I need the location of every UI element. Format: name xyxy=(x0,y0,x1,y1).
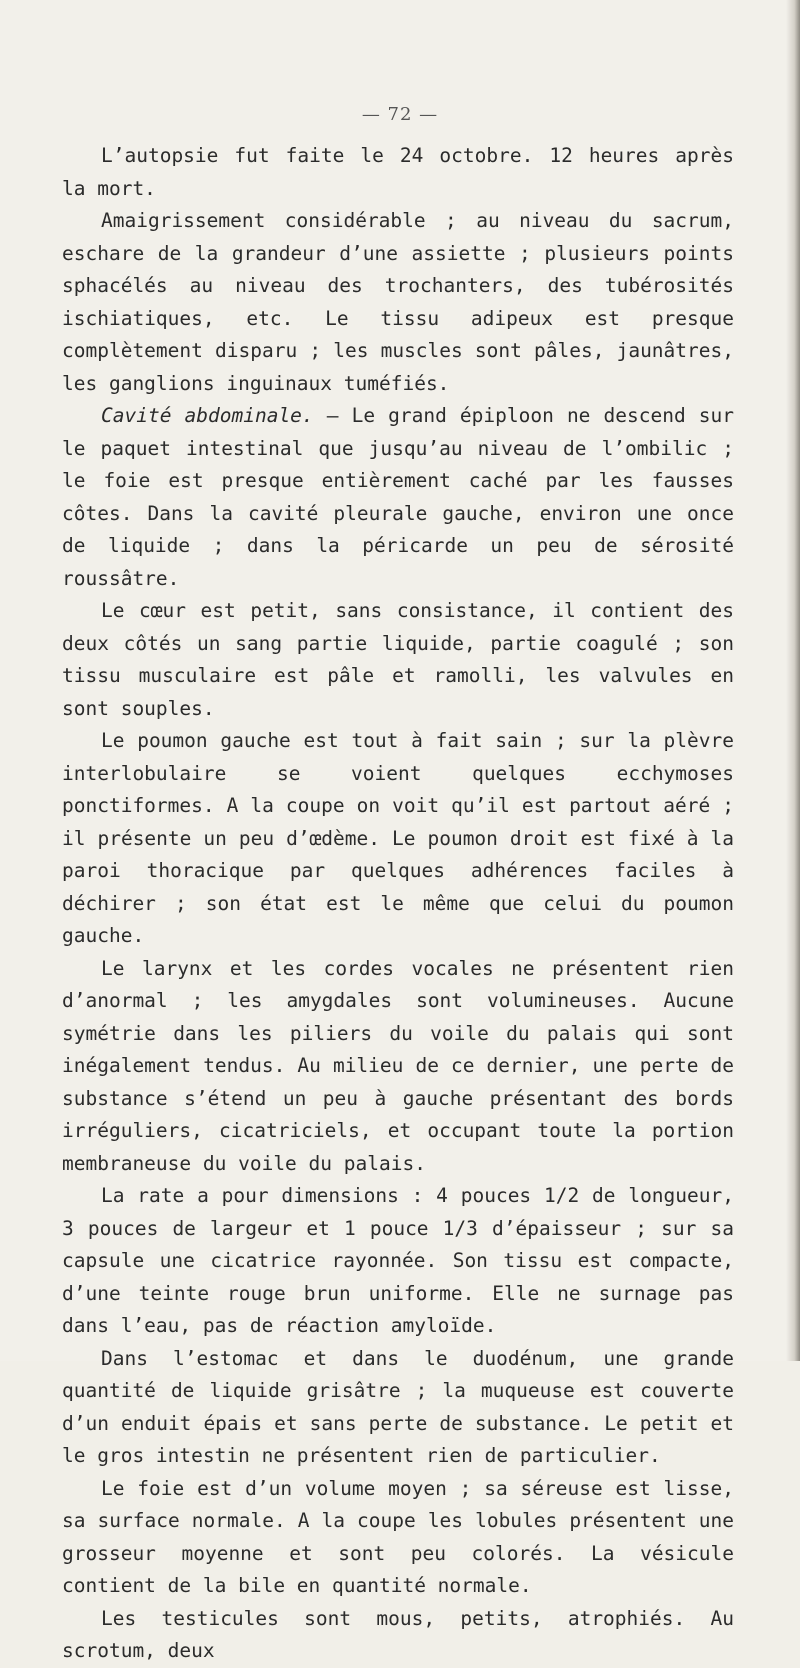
section-heading: Cavité abdominale. xyxy=(101,404,314,427)
paragraph xyxy=(62,595,734,725)
paragraph xyxy=(62,725,734,953)
paragraph xyxy=(62,1603,734,1668)
paragraph xyxy=(62,400,734,595)
paragraph xyxy=(62,1343,734,1473)
paragraph xyxy=(62,1473,734,1603)
paragraph-text: Le cœur est petit, sans consistance, il contient des deux côtés un sang partie liquide, partie coagulé ; son tissu musculaire est pâle et ramolli, les valvules en sont souples. xyxy=(62,599,734,720)
paragraph xyxy=(62,140,734,205)
paragraph-text: Amaigrissement considérable ; au niveau du sacrum, eschare de la grandeur d’une assiette ; plusieurs points sphacélés au niveau des trochanters, des tubérosités ischiatiques, etc. Le tissu adipeux est presque complètement disparu ; les muscles sont pâles, jaunâtres, les ganglions inguinaux tuméfiés. xyxy=(62,209,734,395)
paragraph-text: Dans l’estomac et dans le duodénum, une grande quantité de liquide grisâtre ; la muqueuse est couverte d’un enduit épais et sans perte de substance. Le petit et le gros intestin ne présentent rien de particulier. xyxy=(62,1346,734,1467)
paragraph xyxy=(62,205,734,400)
paragraph-text: — Le grand épiploon ne descend sur le paquet intestinal que jusqu’au niveau de l’ombilic ; le foie est presque entièrement caché par les fausses côtes. Dans la cavité pleurale gauche, environ une once de liquide ; dans la péricarde un peu de sérosité roussâtre. xyxy=(62,404,734,590)
paragraph xyxy=(62,1180,734,1343)
paragraph-text: L’autopsie fut faite le 24 octobre. 12 heures après la mort. xyxy=(62,144,734,200)
paragraph xyxy=(62,953,734,1181)
paragraph-text: Le poumon gauche est tout à fait sain ; sur la plèvre interlobulaire se voient quelques ecchymoses ponctiformes. A la coupe on voit qu’il est partout aéré ; il présente un peu d’œdème. Le poumon droit est fixé à la paroi thoracique par quelques adhérences faciles à déchirer ; son état est le même que celui du poumon gauche. xyxy=(62,729,734,947)
paragraph-text: Le larynx et les cordes vocales ne présentent rien d’anormal ; les amygdales sont volumineuses. Aucune symétrie dans les piliers du voile du palais qui sont inégalement tendus. Au milieu de ce dernier, une perte de substance s’étend un peu à gauche présentant des bords irréguliers, cicatriciels, et occupant toute la portion membraneuse du voile du palais. xyxy=(62,956,734,1175)
page-edge-shadow xyxy=(786,0,800,1361)
paragraph-text: Les testicules sont mous, petits, atrophiés. Au scrotum, deux xyxy=(62,1606,734,1662)
paragraph-text: La rate a pour dimensions : 4 pouces 1/2 de longueur, 3 pouces de largeur et 1 pouce 1/3 d’épaisseur ; sur sa capsule une cicatrice rayonnée. Son tissu est compacte, d’une teinte rouge brun uniforme. Elle ne surnage pas dans l’eau, pas de réaction amyloïde. xyxy=(62,1184,734,1337)
paragraph-text: Le foie est d’un volume moyen ; sa séreuse est lisse, sa surface normale. A la coupe les lobules présentent une grosseur moyenne et sont peu colorés. La vésicule contient de la bile en quantité normale. xyxy=(62,1476,734,1597)
page-body xyxy=(62,140,734,1668)
page-number: — 72 — xyxy=(361,104,439,125)
